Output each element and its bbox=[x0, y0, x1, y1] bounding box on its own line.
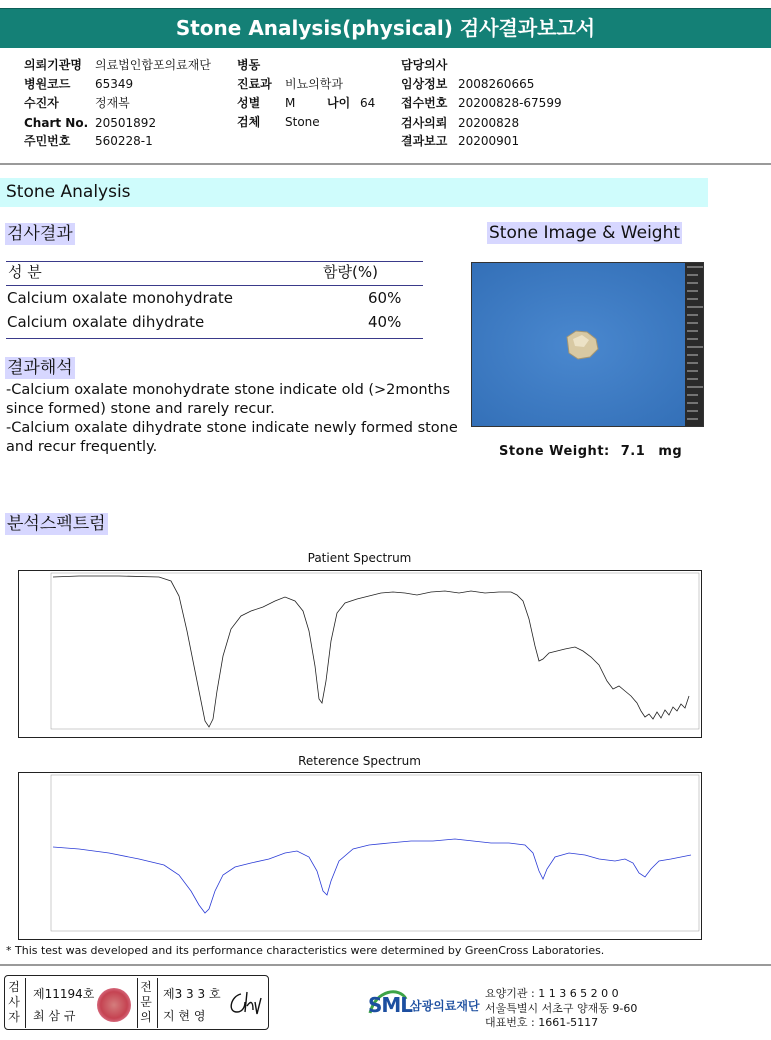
info-ward: 병동 bbox=[237, 58, 261, 72]
phone: 대표번호 : 1661-5117 bbox=[485, 1016, 599, 1029]
patient-spectrum-title: Patient Spectrum bbox=[307, 551, 412, 565]
info-divider bbox=[0, 163, 771, 165]
inst-code: 요양기관 : 1 1 3 6 5 2 0 0 bbox=[485, 987, 619, 1000]
info-department: 진료과 비뇨의학과 bbox=[237, 77, 343, 91]
info-age: 나이 64 bbox=[327, 96, 376, 110]
info-resident-no: 주민번호 560228-1 bbox=[24, 134, 153, 148]
org-name: 삼광의료재단 bbox=[410, 999, 480, 1013]
examiner-seal bbox=[97, 988, 131, 1022]
report-title: Stone Analysis(physical) 검사결과보고서 bbox=[175, 16, 596, 40]
weight-value: 7.1 bbox=[620, 444, 646, 459]
weight-unit: mg bbox=[658, 444, 683, 459]
reference-spectrum-title: Reterence Spectrum bbox=[298, 754, 421, 768]
section-title: Stone Analysis bbox=[6, 182, 131, 202]
info-chart-no: Chart No. 20501892 bbox=[24, 116, 157, 130]
logo-text: SML bbox=[368, 993, 413, 1017]
info-specimen: 검체 Stone bbox=[237, 115, 320, 129]
row-2-name: Calcium oxalate dihydrate bbox=[7, 313, 205, 331]
stone-photo-graphic bbox=[472, 263, 704, 427]
spectrum-heading: 분석스펙트럼 bbox=[7, 514, 106, 534]
footnote: * This test was developed and its performance characteristics were determined by GreenCross Laboratories. bbox=[6, 944, 605, 957]
reference-spectrum-svg bbox=[19, 773, 701, 939]
interpretation-heading: 결과해석 bbox=[7, 358, 73, 378]
interpretation-line-1: -Calcium oxalate monohydrate stone indicate old (>2months since formed) stone and rarely recur. bbox=[6, 382, 451, 417]
info-clinical: 임상정보 2008260665 bbox=[401, 77, 535, 91]
info-physician: 담당의사 bbox=[401, 58, 448, 72]
footer-divider bbox=[0, 964, 771, 966]
patient-spectrum-chart bbox=[18, 570, 702, 738]
info-hospital-code: 병원코드 65349 bbox=[24, 77, 134, 91]
specialist-name: 지 현 영 bbox=[163, 1009, 206, 1023]
col-component: 성 분 bbox=[8, 263, 42, 281]
info-request-date: 검사의뢰 20200828 bbox=[401, 116, 520, 130]
reference-spectrum-line bbox=[53, 839, 691, 913]
patient-info bbox=[0, 54, 771, 154]
info-institution: 의뢰기관명 의료법인합포의료재단 bbox=[24, 58, 211, 72]
results-heading: 검사결과 bbox=[7, 224, 73, 244]
specialist-signature bbox=[223, 988, 265, 1020]
signature-box bbox=[4, 975, 269, 1030]
reference-spectrum-chart bbox=[18, 772, 702, 940]
stone-photo bbox=[471, 262, 704, 427]
info-patient-name: 수진자 정재복 bbox=[24, 96, 130, 110]
info-receipt-no: 접수번호 20200828-67599 bbox=[401, 96, 562, 110]
specialist-no: 제3 3 3 호 bbox=[163, 987, 221, 1001]
stone-weight bbox=[499, 444, 682, 459]
table-bottom-line bbox=[6, 338, 423, 339]
interpretation-line-2: -Calcium oxalate dihydrate stone indicate newly formed stone and recur frequently. bbox=[6, 420, 458, 455]
row-1-pct: 60% bbox=[368, 289, 402, 307]
stone-image-heading: Stone Image & Weight bbox=[489, 223, 681, 243]
info-sex: 성별 M bbox=[237, 96, 296, 110]
table-header-line bbox=[6, 285, 423, 286]
weight-label: Stone Weight: bbox=[499, 444, 610, 459]
row-1-name: Calcium oxalate monohydrate bbox=[7, 289, 234, 307]
examiner-no: 제11194호 bbox=[33, 987, 95, 1001]
examiner-label: 검 사 자 bbox=[8, 980, 20, 1024]
col-content: 함량(%) bbox=[323, 263, 378, 281]
info-report-date: 결과보고 20200901 bbox=[401, 134, 520, 148]
examiner-name: 최 삼 규 bbox=[33, 1009, 76, 1023]
address: 서울특별시 서초구 양재동 9-60 bbox=[485, 1002, 638, 1015]
row-2-pct: 40% bbox=[368, 313, 402, 331]
specialist-label: 전 문 의 bbox=[140, 980, 152, 1024]
patient-spectrum-line bbox=[53, 576, 689, 727]
patient-spectrum-svg bbox=[19, 571, 701, 737]
